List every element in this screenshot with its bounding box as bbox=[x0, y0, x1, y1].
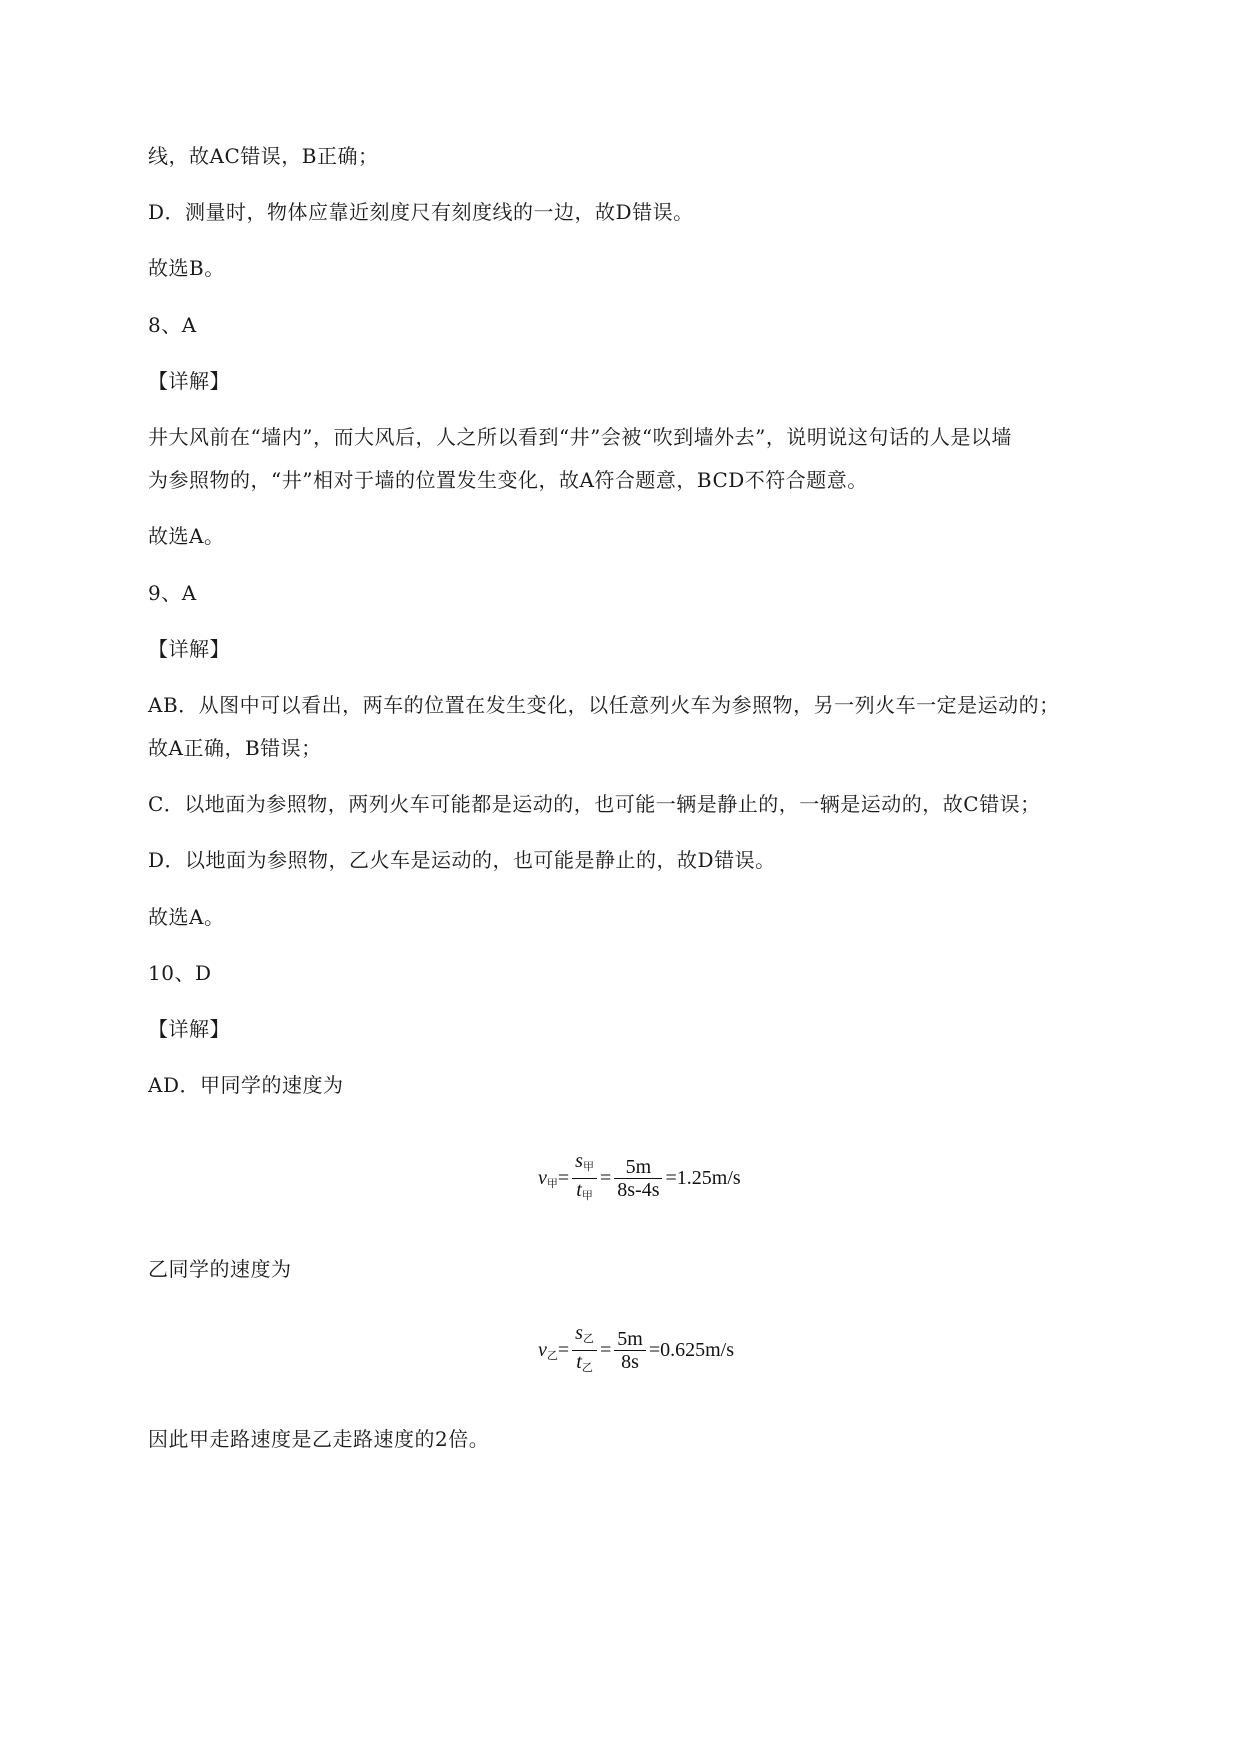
text-line: 故选B。 bbox=[148, 256, 225, 280]
text-line: 故选A。 bbox=[148, 905, 225, 929]
formula-velocity-jia bbox=[538, 1150, 741, 1207]
formula-result: =1.25m/s bbox=[665, 1167, 741, 1189]
formula-result: =0.625m/s bbox=[648, 1339, 734, 1361]
text-line: 乙同学的速度为 bbox=[148, 1257, 292, 1281]
formula-var: v bbox=[538, 1338, 547, 1361]
formula-subscript: 乙 bbox=[546, 1349, 558, 1362]
formula-fraction bbox=[572, 1322, 597, 1379]
formula-operator: = bbox=[557, 1339, 570, 1361]
section-label: 【详解】 bbox=[148, 369, 230, 393]
formula-subscript: 乙 bbox=[582, 1333, 594, 1345]
answer-heading: 8、A bbox=[148, 313, 197, 337]
formula-fraction bbox=[614, 1328, 646, 1373]
answer-heading: 10、D bbox=[148, 961, 212, 985]
formula-fraction bbox=[572, 1150, 597, 1207]
text-line: D．测量时，物体应靠近刻度尺有刻度线的一边，故D错误。 bbox=[148, 200, 694, 224]
text-line: 故A正确，B错误； bbox=[148, 736, 322, 760]
formula-operator: = bbox=[599, 1339, 612, 1361]
text-line: AD．甲同学的速度为 bbox=[148, 1073, 344, 1097]
text-line: 线，故AC错误，B正确； bbox=[148, 144, 379, 168]
formula-numerator: 5m bbox=[614, 1156, 662, 1179]
formula-velocity-yi bbox=[538, 1322, 734, 1379]
formula-var: s bbox=[575, 1150, 583, 1172]
text-line: 井大风前在“墙内”，而大风后，人之所以看到“井”会被“吹到墙外去”，说明说这句话的人是以墙 bbox=[148, 425, 1012, 449]
formula-operator: = bbox=[557, 1167, 570, 1189]
formula-denominator: 8s bbox=[621, 1351, 639, 1373]
text-line: D．以地面为参照物，乙火车是运动的，也可能是静止的，故D错误。 bbox=[148, 848, 776, 872]
formula-var: v bbox=[538, 1166, 547, 1189]
formula-numerator: 5m bbox=[614, 1328, 646, 1351]
formula-var: t bbox=[576, 1179, 582, 1201]
formula-subscript: 甲 bbox=[581, 1190, 593, 1202]
text-line: AB．从图中可以看出，两车的位置在发生变化，以任意列火车为参照物，另一列火车一定是运动的； bbox=[148, 693, 1060, 717]
text-line: 为参照物的，“井”相对于墙的位置发生变化，故A符合题意，BCD不符合题意。 bbox=[148, 468, 868, 492]
formula-subscript: 甲 bbox=[546, 1177, 558, 1190]
formula-var: t bbox=[576, 1351, 582, 1373]
formula-denominator: 8s-4s bbox=[617, 1179, 660, 1201]
text-line: C．以地面为参照物，两列火车可能都是运动的，也可能一辆是静止的，一辆是运动的，故C错误； bbox=[148, 792, 1041, 816]
formula-operator: = bbox=[599, 1167, 612, 1189]
formula-fraction bbox=[614, 1156, 662, 1201]
formula-var: s bbox=[575, 1322, 583, 1344]
answer-heading: 9、A bbox=[148, 581, 197, 605]
text-line: 故选A。 bbox=[148, 524, 225, 548]
text-line: 因此甲走路速度是乙走路速度的2倍。 bbox=[148, 1427, 490, 1451]
section-label: 【详解】 bbox=[148, 1017, 230, 1041]
formula-subscript: 甲 bbox=[582, 1161, 594, 1173]
section-label: 【详解】 bbox=[148, 637, 230, 661]
formula-subscript: 乙 bbox=[581, 1362, 593, 1374]
